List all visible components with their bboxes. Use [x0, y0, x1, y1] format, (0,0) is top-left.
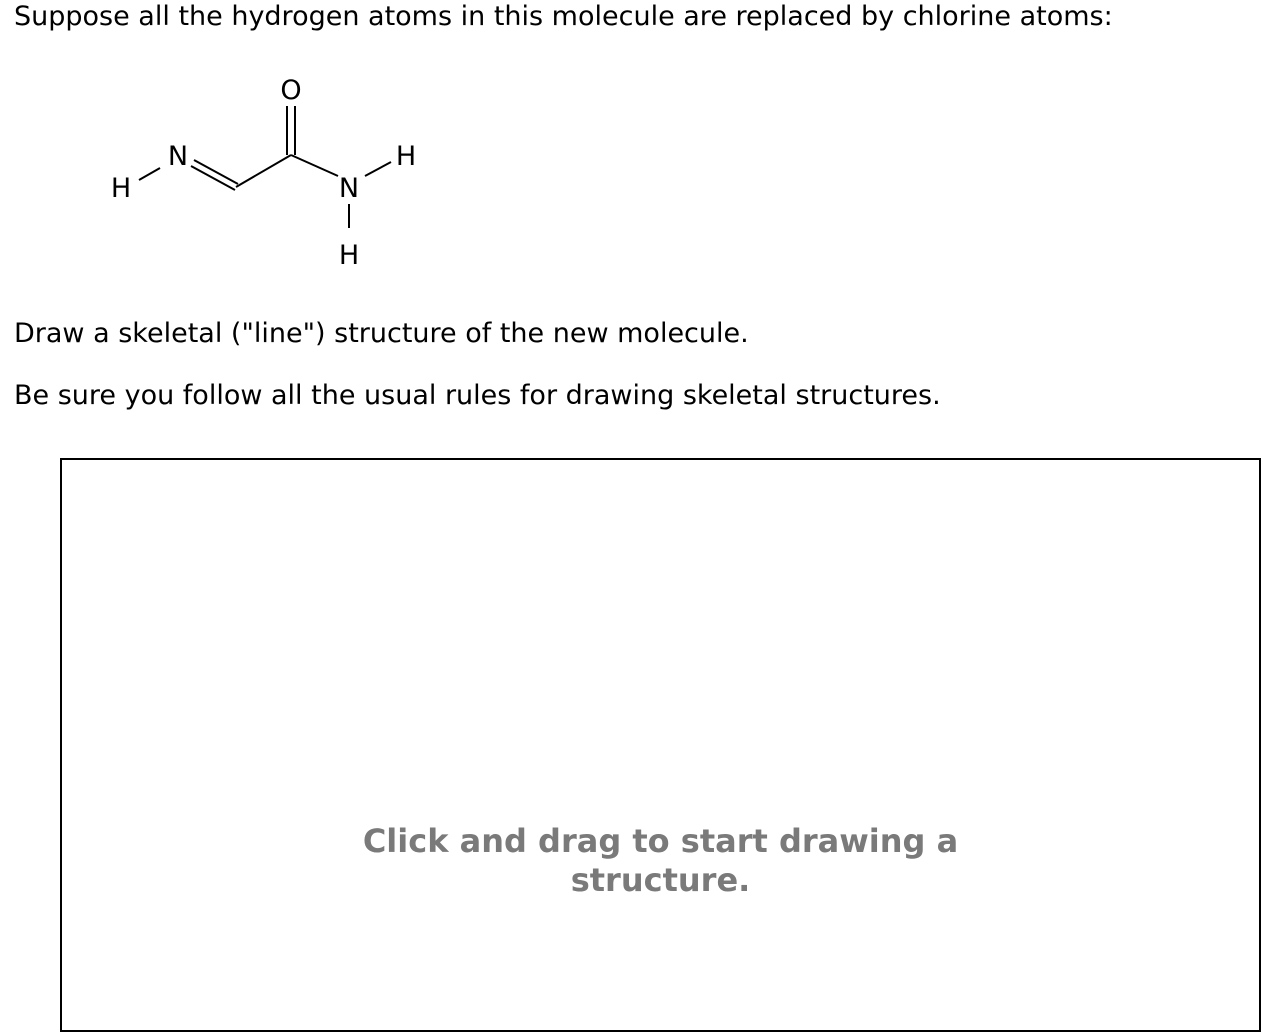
bond-h-n1 [139, 168, 160, 180]
canvas-hint-line1: Click and drag to start drawing a [362, 822, 959, 860]
atom-oxygen: O [280, 75, 302, 106]
molecule-structure [100, 62, 440, 274]
bond-n2-h-right [365, 162, 391, 176]
canvas-hint [62, 822, 1259, 900]
atom-imine-nitrogen: N [167, 141, 189, 172]
bond-c2-n2 [291, 155, 338, 176]
atom-imine-hydrogen: H [110, 173, 132, 204]
atom-amide-hydrogen-bottom: H [338, 240, 360, 271]
canvas-hint-line2: structure. [570, 861, 751, 899]
bond-c1-c2 [236, 155, 291, 187]
structure-drawing-canvas[interactable] [60, 458, 1261, 1032]
question-intro: Suppose all the hydrogen atoms in this molecule are replaced by chlorine atoms: [14, 1, 1113, 32]
atom-amide-hydrogen-right: H [395, 141, 417, 172]
draw-instruction: Draw a skeletal ("line") structure of the new molecule. [14, 318, 749, 349]
rules-instruction: Be sure you follow all the usual rules for drawing skeletal structures. [14, 380, 941, 411]
atom-amide-nitrogen: N [338, 173, 360, 204]
